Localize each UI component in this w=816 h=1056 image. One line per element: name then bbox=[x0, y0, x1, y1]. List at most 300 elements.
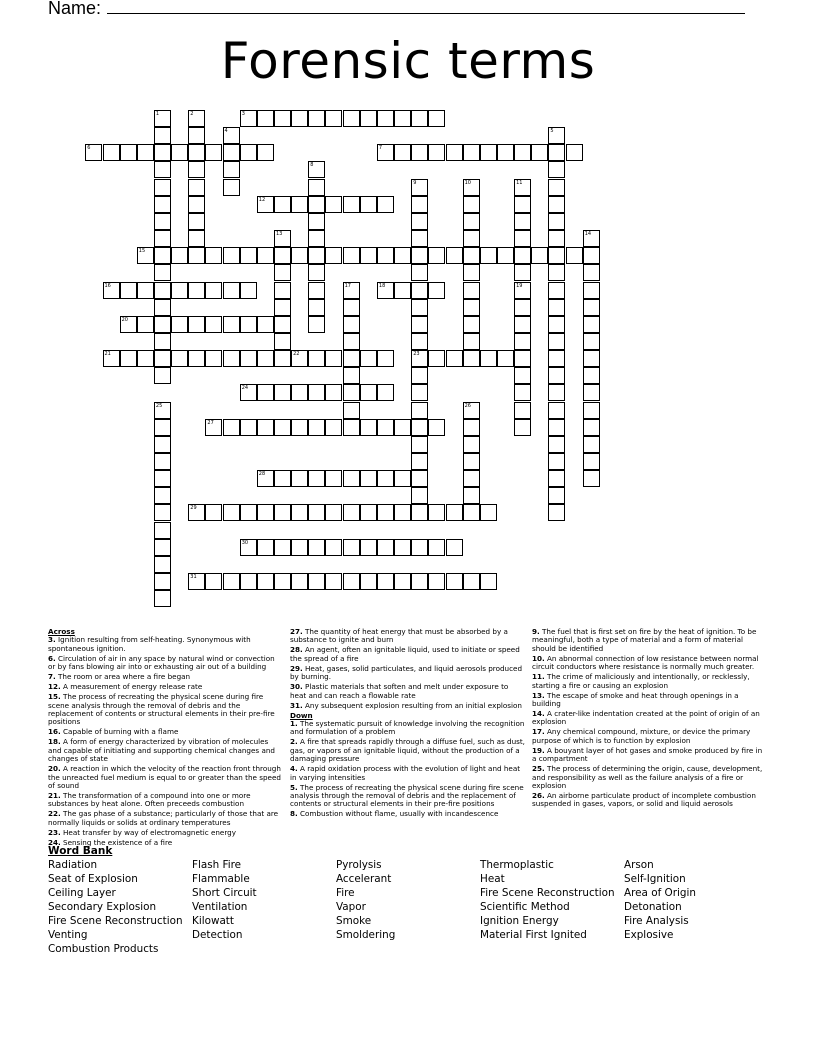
grid-cell[interactable] bbox=[274, 316, 291, 333]
grid-cell[interactable] bbox=[583, 453, 600, 470]
grid-cell[interactable] bbox=[205, 316, 222, 333]
grid-cell[interactable] bbox=[188, 213, 205, 230]
grid-cell[interactable] bbox=[343, 367, 360, 384]
grid-cell[interactable] bbox=[360, 470, 377, 487]
grid-cell[interactable] bbox=[360, 419, 377, 436]
grid-cell[interactable] bbox=[343, 350, 360, 367]
grid-cell[interactable] bbox=[548, 316, 565, 333]
grid-cell[interactable] bbox=[411, 247, 428, 264]
grid-cell[interactable] bbox=[188, 161, 205, 178]
grid-cell[interactable] bbox=[514, 230, 531, 247]
grid-cell[interactable] bbox=[360, 350, 377, 367]
grid-cell[interactable] bbox=[308, 350, 325, 367]
grid-cell[interactable] bbox=[154, 402, 171, 419]
grid-cell[interactable] bbox=[566, 144, 583, 161]
grid-cell[interactable] bbox=[548, 264, 565, 281]
grid-cell[interactable] bbox=[514, 402, 531, 419]
grid-cell[interactable] bbox=[240, 384, 257, 401]
grid-cell[interactable] bbox=[154, 144, 171, 161]
grid-cell[interactable] bbox=[480, 573, 497, 590]
grid-cell[interactable] bbox=[411, 213, 428, 230]
grid-cell[interactable] bbox=[308, 419, 325, 436]
grid-cell[interactable] bbox=[463, 230, 480, 247]
grid-cell[interactable] bbox=[274, 333, 291, 350]
grid-cell[interactable] bbox=[257, 110, 274, 127]
grid-cell[interactable] bbox=[291, 573, 308, 590]
grid-cell[interactable] bbox=[566, 247, 583, 264]
grid-cell[interactable] bbox=[463, 299, 480, 316]
grid-cell[interactable] bbox=[394, 419, 411, 436]
grid-cell[interactable] bbox=[223, 247, 240, 264]
grid-cell[interactable] bbox=[514, 144, 531, 161]
grid-cell[interactable] bbox=[446, 350, 463, 367]
grid-cell[interactable] bbox=[463, 264, 480, 281]
grid-cell[interactable] bbox=[480, 247, 497, 264]
grid-cell[interactable] bbox=[428, 282, 445, 299]
grid-cell[interactable] bbox=[274, 299, 291, 316]
grid-cell[interactable] bbox=[377, 539, 394, 556]
grid-cell[interactable] bbox=[343, 333, 360, 350]
grid-cell[interactable] bbox=[308, 247, 325, 264]
grid-cell[interactable] bbox=[463, 402, 480, 419]
grid-cell[interactable] bbox=[360, 504, 377, 521]
grid-cell[interactable] bbox=[291, 419, 308, 436]
grid-cell[interactable] bbox=[377, 247, 394, 264]
grid-cell[interactable] bbox=[497, 144, 514, 161]
grid-cell[interactable] bbox=[154, 196, 171, 213]
grid-cell[interactable] bbox=[154, 350, 171, 367]
grid-cell[interactable] bbox=[188, 179, 205, 196]
grid-cell[interactable] bbox=[188, 127, 205, 144]
grid-cell[interactable] bbox=[154, 436, 171, 453]
grid-cell[interactable] bbox=[274, 573, 291, 590]
grid-cell[interactable] bbox=[274, 110, 291, 127]
grid-cell[interactable] bbox=[411, 179, 428, 196]
grid-cell[interactable] bbox=[411, 436, 428, 453]
grid-cell[interactable] bbox=[205, 350, 222, 367]
grid-cell[interactable] bbox=[497, 350, 514, 367]
grid-cell[interactable] bbox=[377, 144, 394, 161]
grid-cell[interactable] bbox=[103, 282, 120, 299]
grid-cell[interactable] bbox=[463, 213, 480, 230]
grid-cell[interactable] bbox=[154, 282, 171, 299]
grid-cell[interactable] bbox=[188, 350, 205, 367]
grid-cell[interactable] bbox=[394, 504, 411, 521]
grid-cell[interactable] bbox=[308, 161, 325, 178]
grid-cell[interactable] bbox=[548, 127, 565, 144]
grid-cell[interactable] bbox=[325, 350, 342, 367]
grid-cell[interactable] bbox=[325, 419, 342, 436]
grid-cell[interactable] bbox=[103, 350, 120, 367]
grid-cell[interactable] bbox=[377, 504, 394, 521]
grid-cell[interactable] bbox=[308, 504, 325, 521]
grid-cell[interactable] bbox=[548, 213, 565, 230]
grid-cell[interactable] bbox=[463, 350, 480, 367]
grid-cell[interactable] bbox=[257, 316, 274, 333]
grid-cell[interactable] bbox=[411, 487, 428, 504]
grid-cell[interactable] bbox=[325, 196, 342, 213]
grid-cell[interactable] bbox=[308, 470, 325, 487]
grid-cell[interactable] bbox=[548, 453, 565, 470]
grid-cell[interactable] bbox=[480, 350, 497, 367]
grid-cell[interactable] bbox=[154, 539, 171, 556]
grid-cell[interactable] bbox=[223, 144, 240, 161]
grid-cell[interactable] bbox=[154, 487, 171, 504]
grid-cell[interactable] bbox=[514, 213, 531, 230]
grid-cell[interactable] bbox=[583, 350, 600, 367]
grid-cell[interactable] bbox=[360, 384, 377, 401]
grid-cell[interactable] bbox=[548, 144, 565, 161]
grid-cell[interactable] bbox=[531, 247, 548, 264]
grid-cell[interactable] bbox=[583, 282, 600, 299]
grid-cell[interactable] bbox=[411, 470, 428, 487]
grid-cell[interactable] bbox=[343, 299, 360, 316]
grid-cell[interactable] bbox=[411, 539, 428, 556]
grid-cell[interactable] bbox=[446, 539, 463, 556]
grid-cell[interactable] bbox=[240, 419, 257, 436]
grid-cell[interactable] bbox=[343, 573, 360, 590]
grid-cell[interactable] bbox=[137, 144, 154, 161]
grid-cell[interactable] bbox=[411, 264, 428, 281]
grid-cell[interactable] bbox=[154, 161, 171, 178]
grid-cell[interactable] bbox=[291, 350, 308, 367]
grid-cell[interactable] bbox=[446, 573, 463, 590]
grid-cell[interactable] bbox=[188, 110, 205, 127]
grid-cell[interactable] bbox=[223, 419, 240, 436]
grid-cell[interactable] bbox=[154, 316, 171, 333]
grid-cell[interactable] bbox=[308, 179, 325, 196]
grid-cell[interactable] bbox=[377, 573, 394, 590]
grid-cell[interactable] bbox=[411, 419, 428, 436]
grid-cell[interactable] bbox=[308, 282, 325, 299]
grid-cell[interactable] bbox=[394, 470, 411, 487]
grid-cell[interactable] bbox=[154, 110, 171, 127]
grid-cell[interactable] bbox=[154, 299, 171, 316]
grid-cell[interactable] bbox=[154, 522, 171, 539]
grid-cell[interactable] bbox=[583, 384, 600, 401]
grid-cell[interactable] bbox=[360, 573, 377, 590]
grid-cell[interactable] bbox=[154, 230, 171, 247]
grid-cell[interactable] bbox=[377, 470, 394, 487]
grid-cell[interactable] bbox=[411, 384, 428, 401]
grid-cell[interactable] bbox=[274, 247, 291, 264]
grid-cell[interactable] bbox=[463, 333, 480, 350]
grid-cell[interactable] bbox=[154, 419, 171, 436]
grid-cell[interactable] bbox=[411, 402, 428, 419]
grid-cell[interactable] bbox=[291, 110, 308, 127]
grid-cell[interactable] bbox=[411, 367, 428, 384]
grid-cell[interactable] bbox=[548, 436, 565, 453]
grid-cell[interactable] bbox=[154, 590, 171, 607]
grid-cell[interactable] bbox=[308, 213, 325, 230]
grid-cell[interactable] bbox=[343, 110, 360, 127]
grid-cell[interactable] bbox=[583, 230, 600, 247]
grid-cell[interactable] bbox=[120, 282, 137, 299]
grid-cell[interactable] bbox=[583, 402, 600, 419]
grid-cell[interactable] bbox=[257, 350, 274, 367]
grid-cell[interactable] bbox=[463, 196, 480, 213]
grid-cell[interactable] bbox=[325, 504, 342, 521]
grid-cell[interactable] bbox=[274, 282, 291, 299]
grid-cell[interactable] bbox=[154, 504, 171, 521]
grid-cell[interactable] bbox=[205, 419, 222, 436]
grid-cell[interactable] bbox=[463, 247, 480, 264]
grid-cell[interactable] bbox=[308, 316, 325, 333]
grid-cell[interactable] bbox=[360, 247, 377, 264]
grid-cell[interactable] bbox=[548, 179, 565, 196]
grid-cell[interactable] bbox=[548, 384, 565, 401]
grid-cell[interactable] bbox=[223, 282, 240, 299]
grid-cell[interactable] bbox=[548, 299, 565, 316]
grid-cell[interactable] bbox=[343, 282, 360, 299]
grid-cell[interactable] bbox=[463, 144, 480, 161]
grid-cell[interactable] bbox=[548, 247, 565, 264]
grid-cell[interactable] bbox=[188, 282, 205, 299]
grid-cell[interactable] bbox=[480, 144, 497, 161]
grid-cell[interactable] bbox=[514, 419, 531, 436]
grid-cell[interactable] bbox=[548, 402, 565, 419]
grid-cell[interactable] bbox=[514, 247, 531, 264]
grid-cell[interactable] bbox=[171, 350, 188, 367]
grid-cell[interactable] bbox=[514, 299, 531, 316]
grid-cell[interactable] bbox=[394, 539, 411, 556]
grid-cell[interactable] bbox=[514, 179, 531, 196]
grid-cell[interactable] bbox=[240, 110, 257, 127]
grid-cell[interactable] bbox=[257, 573, 274, 590]
grid-cell[interactable] bbox=[223, 127, 240, 144]
grid-cell[interactable] bbox=[343, 316, 360, 333]
grid-cell[interactable] bbox=[223, 504, 240, 521]
grid-cell[interactable] bbox=[240, 316, 257, 333]
grid-cell[interactable] bbox=[257, 419, 274, 436]
grid-cell[interactable] bbox=[514, 196, 531, 213]
grid-cell[interactable] bbox=[171, 247, 188, 264]
grid-cell[interactable] bbox=[274, 384, 291, 401]
grid-cell[interactable] bbox=[548, 196, 565, 213]
grid-cell[interactable] bbox=[514, 384, 531, 401]
grid-cell[interactable] bbox=[463, 436, 480, 453]
grid-cell[interactable] bbox=[411, 504, 428, 521]
grid-cell[interactable] bbox=[411, 230, 428, 247]
grid-cell[interactable] bbox=[428, 573, 445, 590]
grid-cell[interactable] bbox=[463, 487, 480, 504]
grid-cell[interactable] bbox=[240, 282, 257, 299]
grid-cell[interactable] bbox=[411, 573, 428, 590]
grid-cell[interactable] bbox=[154, 367, 171, 384]
grid-cell[interactable] bbox=[377, 384, 394, 401]
grid-cell[interactable] bbox=[548, 367, 565, 384]
grid-cell[interactable] bbox=[223, 350, 240, 367]
grid-cell[interactable] bbox=[188, 316, 205, 333]
grid-cell[interactable] bbox=[531, 144, 548, 161]
grid-cell[interactable] bbox=[325, 573, 342, 590]
grid-cell[interactable] bbox=[274, 419, 291, 436]
grid-cell[interactable] bbox=[154, 247, 171, 264]
grid-cell[interactable] bbox=[274, 470, 291, 487]
grid-cell[interactable] bbox=[343, 247, 360, 264]
grid-cell[interactable] bbox=[377, 196, 394, 213]
grid-cell[interactable] bbox=[171, 282, 188, 299]
grid-cell[interactable] bbox=[325, 247, 342, 264]
grid-cell[interactable] bbox=[240, 247, 257, 264]
grid-cell[interactable] bbox=[223, 316, 240, 333]
grid-cell[interactable] bbox=[394, 573, 411, 590]
grid-cell[interactable] bbox=[120, 350, 137, 367]
grid-cell[interactable] bbox=[154, 470, 171, 487]
grid-cell[interactable] bbox=[428, 144, 445, 161]
grid-cell[interactable] bbox=[154, 264, 171, 281]
grid-cell[interactable] bbox=[548, 487, 565, 504]
grid-cell[interactable] bbox=[308, 230, 325, 247]
grid-cell[interactable] bbox=[257, 539, 274, 556]
grid-cell[interactable] bbox=[291, 196, 308, 213]
grid-cell[interactable] bbox=[85, 144, 102, 161]
grid-cell[interactable] bbox=[171, 144, 188, 161]
name-blank[interactable] bbox=[107, 0, 745, 14]
grid-cell[interactable] bbox=[463, 453, 480, 470]
grid-cell[interactable] bbox=[583, 419, 600, 436]
grid-cell[interactable] bbox=[411, 144, 428, 161]
grid-cell[interactable] bbox=[240, 573, 257, 590]
grid-cell[interactable] bbox=[154, 179, 171, 196]
grid-cell[interactable] bbox=[308, 110, 325, 127]
grid-cell[interactable] bbox=[446, 504, 463, 521]
grid-cell[interactable] bbox=[411, 299, 428, 316]
grid-cell[interactable] bbox=[360, 539, 377, 556]
grid-cell[interactable] bbox=[463, 419, 480, 436]
grid-cell[interactable] bbox=[257, 144, 274, 161]
grid-cell[interactable] bbox=[257, 470, 274, 487]
grid-cell[interactable] bbox=[154, 127, 171, 144]
grid-cell[interactable] bbox=[360, 196, 377, 213]
grid-cell[interactable] bbox=[514, 333, 531, 350]
grid-cell[interactable] bbox=[223, 179, 240, 196]
grid-cell[interactable] bbox=[325, 539, 342, 556]
grid-cell[interactable] bbox=[205, 573, 222, 590]
grid-cell[interactable] bbox=[291, 384, 308, 401]
grid-cell[interactable] bbox=[411, 282, 428, 299]
grid-cell[interactable] bbox=[463, 179, 480, 196]
grid-cell[interactable] bbox=[291, 470, 308, 487]
grid-cell[interactable] bbox=[360, 110, 377, 127]
grid-cell[interactable] bbox=[154, 573, 171, 590]
grid-cell[interactable] bbox=[411, 196, 428, 213]
grid-cell[interactable] bbox=[548, 161, 565, 178]
grid-cell[interactable] bbox=[103, 144, 120, 161]
grid-cell[interactable] bbox=[308, 573, 325, 590]
grid-cell[interactable] bbox=[137, 247, 154, 264]
grid-cell[interactable] bbox=[188, 196, 205, 213]
grid-cell[interactable] bbox=[257, 384, 274, 401]
grid-cell[interactable] bbox=[377, 110, 394, 127]
grid-cell[interactable] bbox=[291, 247, 308, 264]
grid-cell[interactable] bbox=[428, 247, 445, 264]
grid-cell[interactable] bbox=[257, 504, 274, 521]
grid-cell[interactable] bbox=[154, 453, 171, 470]
grid-cell[interactable] bbox=[583, 247, 600, 264]
grid-cell[interactable] bbox=[188, 573, 205, 590]
grid-cell[interactable] bbox=[325, 384, 342, 401]
grid-cell[interactable] bbox=[274, 230, 291, 247]
grid-cell[interactable] bbox=[154, 333, 171, 350]
grid-cell[interactable] bbox=[205, 282, 222, 299]
grid-cell[interactable] bbox=[583, 299, 600, 316]
grid-cell[interactable] bbox=[171, 316, 188, 333]
grid-cell[interactable] bbox=[463, 573, 480, 590]
grid-cell[interactable] bbox=[291, 504, 308, 521]
grid-cell[interactable] bbox=[274, 196, 291, 213]
grid-cell[interactable] bbox=[394, 110, 411, 127]
grid-cell[interactable] bbox=[137, 350, 154, 367]
grid-cell[interactable] bbox=[308, 384, 325, 401]
grid-cell[interactable] bbox=[583, 264, 600, 281]
grid-cell[interactable] bbox=[343, 539, 360, 556]
grid-cell[interactable] bbox=[428, 350, 445, 367]
grid-cell[interactable] bbox=[325, 470, 342, 487]
grid-cell[interactable] bbox=[188, 504, 205, 521]
grid-cell[interactable] bbox=[120, 144, 137, 161]
grid-cell[interactable] bbox=[120, 316, 137, 333]
grid-cell[interactable] bbox=[257, 247, 274, 264]
grid-cell[interactable] bbox=[548, 230, 565, 247]
grid-cell[interactable] bbox=[240, 144, 257, 161]
grid-cell[interactable] bbox=[583, 436, 600, 453]
grid-cell[interactable] bbox=[223, 161, 240, 178]
name-line[interactable] bbox=[48, 0, 745, 19]
grid-cell[interactable] bbox=[154, 213, 171, 230]
grid-cell[interactable] bbox=[548, 504, 565, 521]
grid-cell[interactable] bbox=[325, 110, 342, 127]
grid-cell[interactable] bbox=[205, 504, 222, 521]
grid-cell[interactable] bbox=[446, 144, 463, 161]
grid-cell[interactable] bbox=[240, 539, 257, 556]
grid-cell[interactable] bbox=[514, 316, 531, 333]
grid-cell[interactable] bbox=[240, 504, 257, 521]
grid-cell[interactable] bbox=[377, 419, 394, 436]
grid-cell[interactable] bbox=[411, 453, 428, 470]
grid-cell[interactable] bbox=[343, 402, 360, 419]
grid-cell[interactable] bbox=[274, 350, 291, 367]
grid-cell[interactable] bbox=[480, 504, 497, 521]
grid-cell[interactable] bbox=[497, 247, 514, 264]
grid-cell[interactable] bbox=[463, 504, 480, 521]
grid-cell[interactable] bbox=[274, 539, 291, 556]
grid-cell[interactable] bbox=[548, 419, 565, 436]
grid-cell[interactable] bbox=[205, 247, 222, 264]
grid-cell[interactable] bbox=[394, 144, 411, 161]
grid-cell[interactable] bbox=[274, 504, 291, 521]
grid-cell[interactable] bbox=[514, 264, 531, 281]
grid-cell[interactable] bbox=[428, 539, 445, 556]
grid-cell[interactable] bbox=[548, 282, 565, 299]
grid-cell[interactable] bbox=[463, 282, 480, 299]
grid-cell[interactable] bbox=[308, 264, 325, 281]
grid-cell[interactable] bbox=[394, 282, 411, 299]
grid-cell[interactable] bbox=[514, 367, 531, 384]
grid-cell[interactable] bbox=[583, 367, 600, 384]
grid-cell[interactable] bbox=[154, 556, 171, 573]
grid-cell[interactable] bbox=[377, 350, 394, 367]
grid-cell[interactable] bbox=[308, 299, 325, 316]
grid-cell[interactable] bbox=[308, 196, 325, 213]
grid-cell[interactable] bbox=[583, 470, 600, 487]
grid-cell[interactable] bbox=[257, 196, 274, 213]
grid-cell[interactable] bbox=[137, 282, 154, 299]
grid-cell[interactable] bbox=[583, 316, 600, 333]
grid-cell[interactable] bbox=[463, 316, 480, 333]
grid-cell[interactable] bbox=[548, 350, 565, 367]
grid-cell[interactable] bbox=[394, 247, 411, 264]
